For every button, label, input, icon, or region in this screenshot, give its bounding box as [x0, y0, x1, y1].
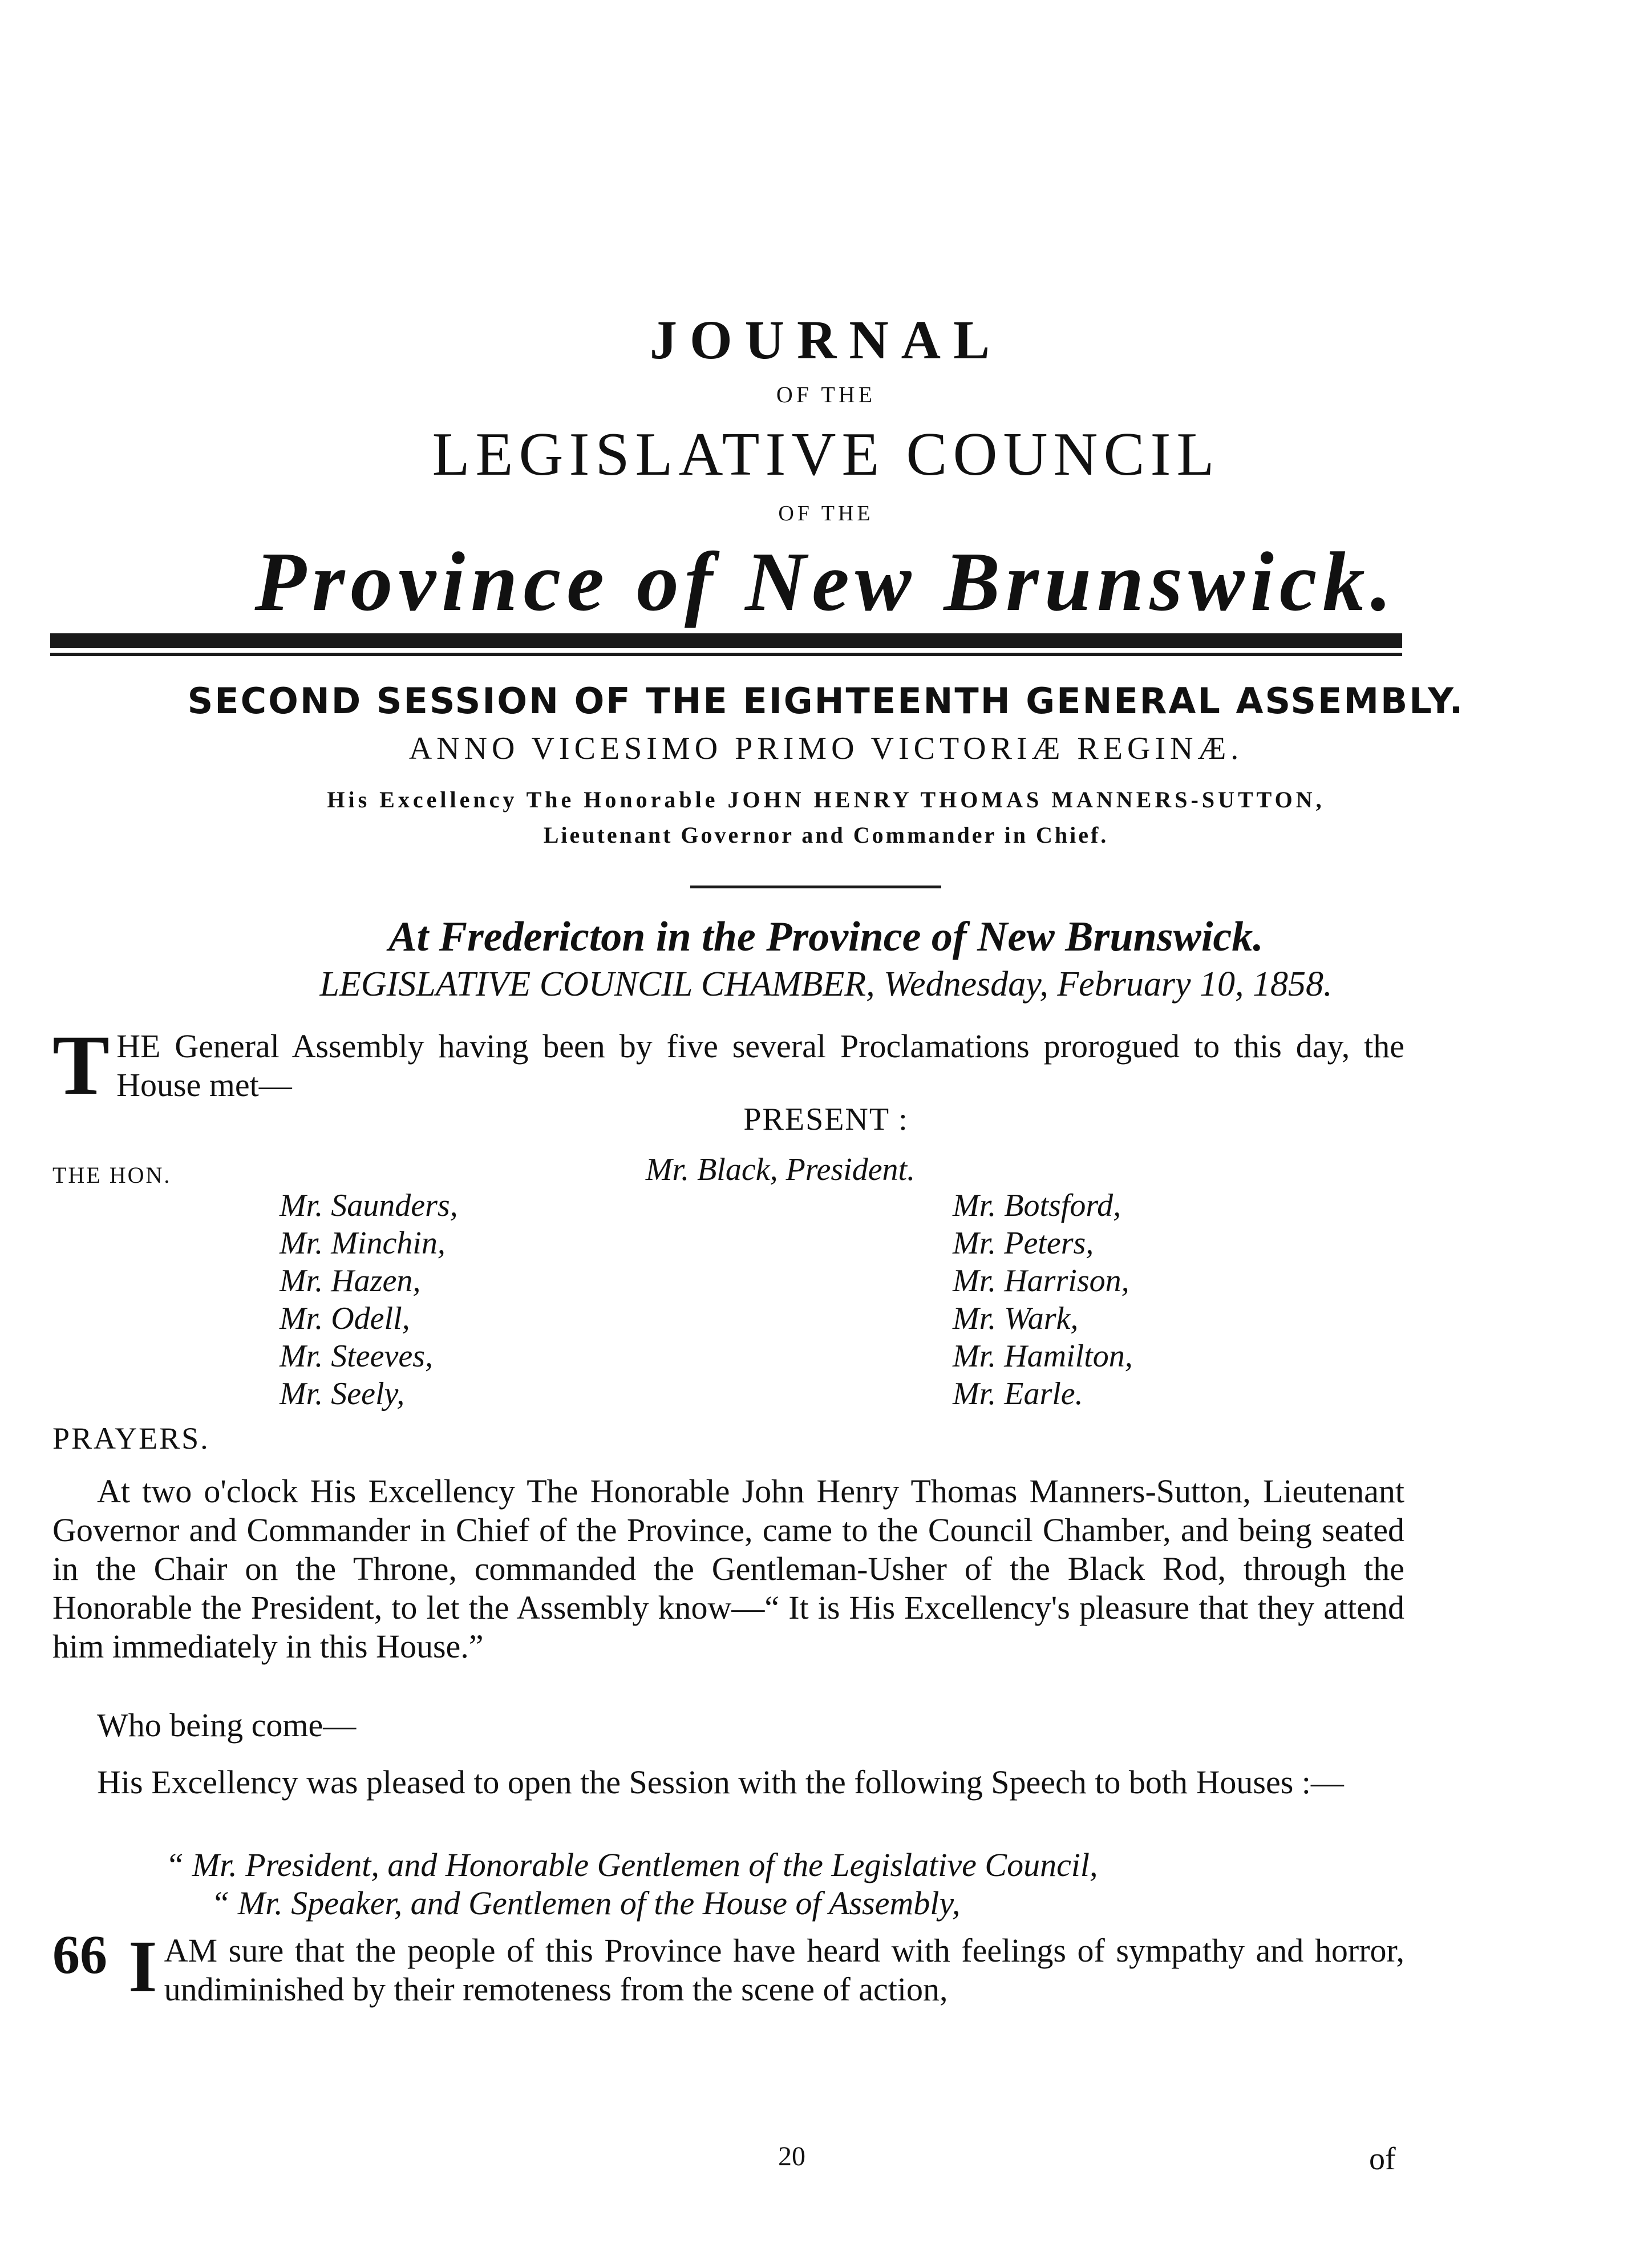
members-left-column [280, 1187, 679, 1413]
president-name: Mr. Black, President. [645, 1152, 916, 1187]
chamber-dateline: LEGISLATIVE COUNCIL CHAMBER, Wednesday, February 10, 1858. [319, 965, 1333, 1004]
paragraph-arrival: At two o'clock His Excellency The Honorable John Henry Thomas Manners-Sutton, Lieutenant Governor and Commander in Chief of the Province, came to the Council Chamber, and being seated in the Chair on the Throne, commanded the Gentleman-Usher of the Black Rod, through the Honorable the President, to let the Assembly know—“ It is His Excellency's pleasure that they attend him immediately in this House.” [52, 1473, 1404, 1665]
member-name: Mr. Saunders, [280, 1188, 458, 1223]
council-title: LEGISLATIVE COUNCIL [432, 421, 1220, 488]
prayers-heading: PRAYERS. [52, 1421, 210, 1455]
excellency-line-1: His Excellency The Honorable JOHN HENRY THOMAS MANNERS-SUTTON, [327, 787, 1325, 812]
speech-text: AM sure that the people of this Province have heard with feelings of sympathy and horror, undiminished by their remoteness from the scene of action, [164, 1932, 1404, 2008]
members-right-column [953, 1187, 1352, 1413]
journal-title: JOURNAL [649, 309, 1002, 370]
salutation-assembly: “ Mr. Speaker, and Gentlemen of the House of Assembly, [211, 1885, 961, 1922]
header-rule-thick [50, 633, 1402, 648]
opening-quote-mark: 66 [52, 1924, 107, 1985]
dropcap: T [52, 1018, 110, 1113]
section-divider [690, 886, 941, 888]
member-name: Mr. Wark, [953, 1301, 1079, 1336]
speech-dropcap: I [128, 1926, 157, 2008]
speech-opening [128, 1926, 1404, 2009]
member-name: Mr. Steeves, [280, 1339, 434, 1374]
session-title: SECOND SESSION OF THE EIGHTEENTH GENERAL ASSEMBLY. [187, 680, 1465, 722]
of-the-label-2: OF THE [778, 502, 874, 525]
opening-text: HE General Assembly having been by five several Proclamations prorogued to this day, the House met— [116, 1028, 1404, 1103]
member-name: Mr. Earle. [953, 1376, 1083, 1412]
province-title: Province of New Brunswick. [254, 535, 1398, 629]
header-rule-thin [50, 653, 1402, 656]
opening-paragraph [52, 1018, 1404, 1113]
member-name: Mr. Hamilton, [953, 1339, 1133, 1374]
salutation-council: “ Mr. President, and Honorable Gentlemen of the Legislative Council, [165, 1846, 1098, 1883]
the-hon-label: THE HON. [52, 1162, 172, 1188]
anno-line: ANNO VICESIMO PRIMO VICTORIÆ REGINÆ. [408, 731, 1244, 766]
member-name: Mr. Peters, [953, 1226, 1094, 1261]
present-heading: PRESENT : [743, 1102, 909, 1137]
member-name: Mr. Hazen, [280, 1263, 421, 1299]
paragraph-being-come: Who being come— [97, 1707, 357, 1744]
member-name: Mr. Botsford, [953, 1188, 1121, 1223]
of-the-label: OF THE [776, 382, 876, 407]
member-name: Mr. Minchin, [280, 1226, 446, 1261]
page-number: 20 [778, 2141, 805, 2172]
paragraph-speech-intro: His Excellency was pleased to open the Session with the following Speech to both Houses :— [97, 1764, 1344, 1801]
excellency-line-2: Lieutenant Governor and Commander in Chief. [543, 822, 1109, 848]
member-name: Mr. Odell, [280, 1301, 410, 1336]
member-name: Mr. Harrison, [953, 1263, 1129, 1299]
member-name: Mr. Seely, [280, 1376, 405, 1412]
catchword: of [1369, 2141, 1396, 2177]
place-line: At Fredericton in the Province of New Brunswick. [388, 913, 1264, 960]
